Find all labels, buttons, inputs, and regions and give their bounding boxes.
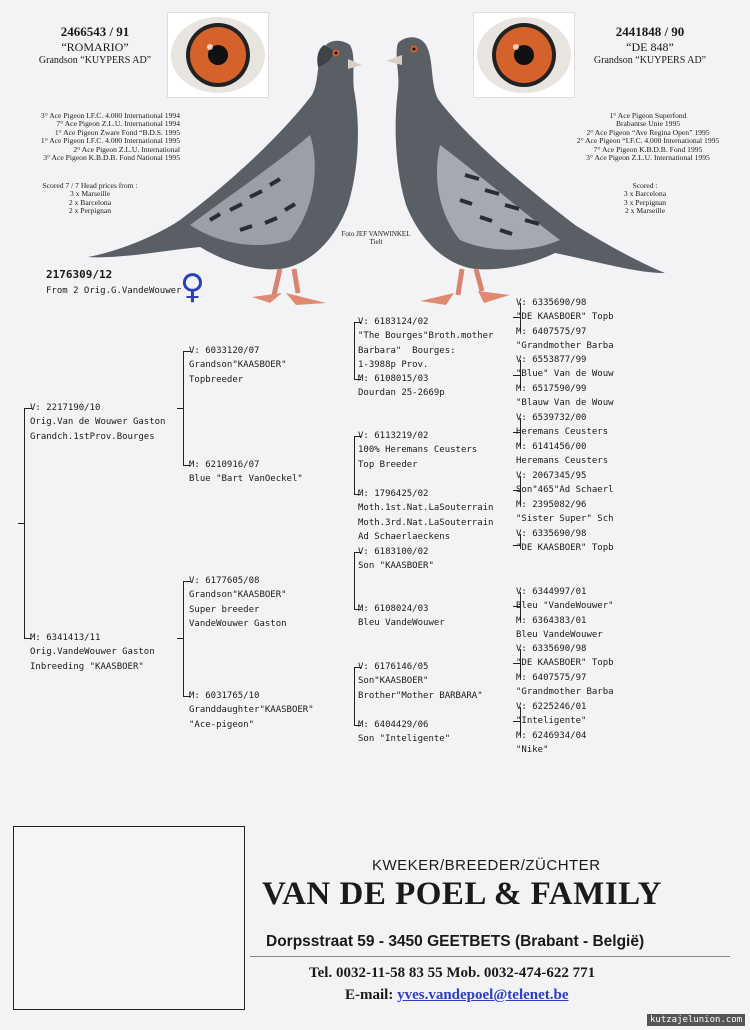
breeder-phone: Tel. 0032-11-58 83 55 Mob. 0032-474-622 771 bbox=[309, 965, 596, 981]
pedigree-g3-5: V: 6183100/02 Son "KAASBOER" bbox=[358, 547, 434, 572]
pedigree-g3-2: M: 6108015/03 Dourdan 25-2669p bbox=[358, 374, 445, 399]
pedigree-g3-3: V: 6113219/02 100% Heremans Ceusters Top Breeder bbox=[358, 431, 478, 470]
pedigree-dam-sire: V: 6177605/08 Grandson"KAASBOER" Super breeder VandeWouwer Gaston bbox=[189, 576, 287, 629]
pedigree-g3-8: M: 6404429/06 Son "Inteligente" bbox=[358, 720, 451, 745]
pedigree-g4-5: V: 6539732/00 Heremans Ceusters bbox=[516, 413, 609, 438]
pedigree-line bbox=[24, 408, 25, 638]
email-label: E-mail: bbox=[345, 987, 394, 1003]
female-symbol-icon: ♀ bbox=[180, 267, 205, 307]
pedigree-g4-9: V: 6335690/98 "DE KAASBOER" Topb bbox=[516, 529, 614, 554]
right-bird-name: “DE 848” bbox=[626, 40, 674, 54]
pedigree-g4-7: V: 2067345/95 Son"465"Ad Schaerl bbox=[516, 471, 614, 496]
pedigree-line bbox=[354, 322, 355, 379]
pedigree-g3-1: V: 6183124/02 "The Bourges"Broth.mother Barbara" Bourges: 1-3988p Prov. bbox=[358, 317, 494, 370]
pedigree-g4-12: M: 6364383/01 Bleu VandeWouwer bbox=[516, 616, 603, 641]
left-bird-name: “ROMARIO” bbox=[61, 40, 129, 54]
subject-ring: 2176309/12 bbox=[46, 268, 113, 281]
breeder-role: KWEKER/BREEDER/ZÜCHTER bbox=[372, 857, 601, 874]
pedigree-g3-6: M: 6108024/03 Bleu VandeWouwer bbox=[358, 604, 445, 629]
pedigree-g3-4: M: 1796425/02 Moth.1st.Nat.LaSouterrain Moth.3rd.Nat.LaSouterrain Ad Schaerlaeckens bbox=[358, 489, 494, 542]
pedigree-sire: V: 2217190/10 Orig.Van de Wouwer Gaston Grandch.1stProv.Bourges bbox=[30, 403, 166, 442]
pedigree-g4-16: M: 6246934/04 "Nike" bbox=[516, 731, 587, 756]
email-row bbox=[345, 987, 569, 1004]
right-pigeon-icon bbox=[386, 37, 665, 305]
pedigree-g4-15: V: 6225246/01 "Inteligente" bbox=[516, 702, 587, 727]
watermark: kutzajelunion.com bbox=[647, 1014, 745, 1026]
breeder-name: VAN DE POEL & FAMILY bbox=[262, 876, 662, 912]
pedigree-g4-3: V: 6553877/99 "Blue" Van de Wouw bbox=[516, 355, 614, 380]
pedigree-sire-sire: V: 6033120/07 Grandson"KAASBOER" Topbreeder bbox=[189, 346, 287, 385]
pedigree-line bbox=[18, 523, 24, 524]
pedigree-line bbox=[177, 408, 183, 409]
right-bird-grandson: Grandson “KUYPERS AD” bbox=[593, 55, 707, 66]
pedigree-dam: M: 6341413/11 Orig.VandeWouwer Gaston Inbreeding "KAASBOER" bbox=[30, 633, 155, 672]
pedigree-g4-8: M: 2395082/96 "Sister Super" Sch bbox=[516, 500, 614, 525]
right-bird-achievements: 1° Ace Pigeon Superfond Brabantse Unie 1995 2° Ace Pigeon “Ave Regina Open” 1995 2° Ace Pigeon “I.F.C. 4.000 International 1995 7° Ace Pigeon K.B.D.B. Fond 1995 3° Ace Pigeon Z.L.U. International 1995 bbox=[576, 111, 720, 163]
email-link[interactable]: yves.vandepoel@telenet.be bbox=[397, 987, 569, 1003]
pedigree-dam-dam: M: 6031765/10 Granddaughter"KAASBOER" "Ace-pigeon" bbox=[189, 691, 314, 730]
left-bird-scored: Scored 7 / 7 Head prices from : 3 x Marseille 2 x Barcelona 2 x Perpignan bbox=[42, 181, 138, 216]
left-pigeon-icon bbox=[88, 41, 362, 305]
pedigree-g3-7: V: 6176146/05 Son"KAASBOER" Brother"Mother BARBARA" bbox=[358, 662, 483, 701]
stamp-box bbox=[13, 826, 245, 1010]
pedigree-line bbox=[183, 351, 184, 465]
pedigree-line bbox=[177, 638, 183, 639]
pedigree-g4-4: M: 6517590/99 "Blauw Van de Wouw bbox=[516, 384, 614, 409]
pedigree-line bbox=[354, 552, 355, 609]
pedigree-line bbox=[354, 667, 355, 725]
left-bird-ring: 2466543 / 91 bbox=[60, 24, 130, 39]
pedigree-sire-dam: M: 6210916/07 Blue "Bart VanOeckel" bbox=[189, 460, 303, 485]
footer-divider bbox=[250, 956, 730, 957]
right-bird-scored: Scored : 3 x Barcelona 3 x Perpignan 2 x Marseille bbox=[623, 181, 667, 216]
pigeons-photo bbox=[80, 25, 670, 320]
subject-origin: From 2 Orig.G.VandeWouwer bbox=[46, 286, 182, 296]
photo-credit: Foto JEF VANWINKEL Tielt bbox=[341, 230, 411, 246]
pedigree-g4-14: M: 6407575/97 "Grandmother Barba bbox=[516, 673, 614, 698]
right-bird-ring: 2441848 / 90 bbox=[615, 24, 685, 39]
pedigree-g4-2: M: 6407575/97 "Grandmother Barba bbox=[516, 327, 614, 352]
pedigree-line bbox=[183, 581, 184, 696]
left-bird-achievements: 3° Ace Pigeon I.F.C. 4.000 International 1994 7° Ace Pigeon Z.L.U. International 1994 1° Ace Pigeon Zware Fond “B.D.S. 1995 1° Ace Pigeon I.F.C. 4.000 International 1995 2° Ace Pigeon Z.L.U. International 3° Ace Pigeon K.B.D.B. Fond National 1995 bbox=[40, 111, 180, 163]
pedigree-g4-1: V: 6335690/98 "DE KAASBOER" Topb bbox=[516, 298, 614, 323]
pedigree-line bbox=[354, 436, 355, 494]
pedigree-g4-6: M: 6141456/00 Heremans Ceusters bbox=[516, 442, 609, 467]
pedigree-g4-11: V: 6344997/01 Bleu "VandeWouwer" bbox=[516, 587, 614, 612]
pedigree-g4-13: V: 6335690/98 "DE KAASBOER" Topb bbox=[516, 644, 614, 669]
breeder-address: Dorpsstraat 59 - 3450 GEETBETS (Brabant - België) bbox=[266, 933, 645, 950]
left-bird-grandson: Grandson “KUYPERS AD” bbox=[38, 55, 152, 66]
